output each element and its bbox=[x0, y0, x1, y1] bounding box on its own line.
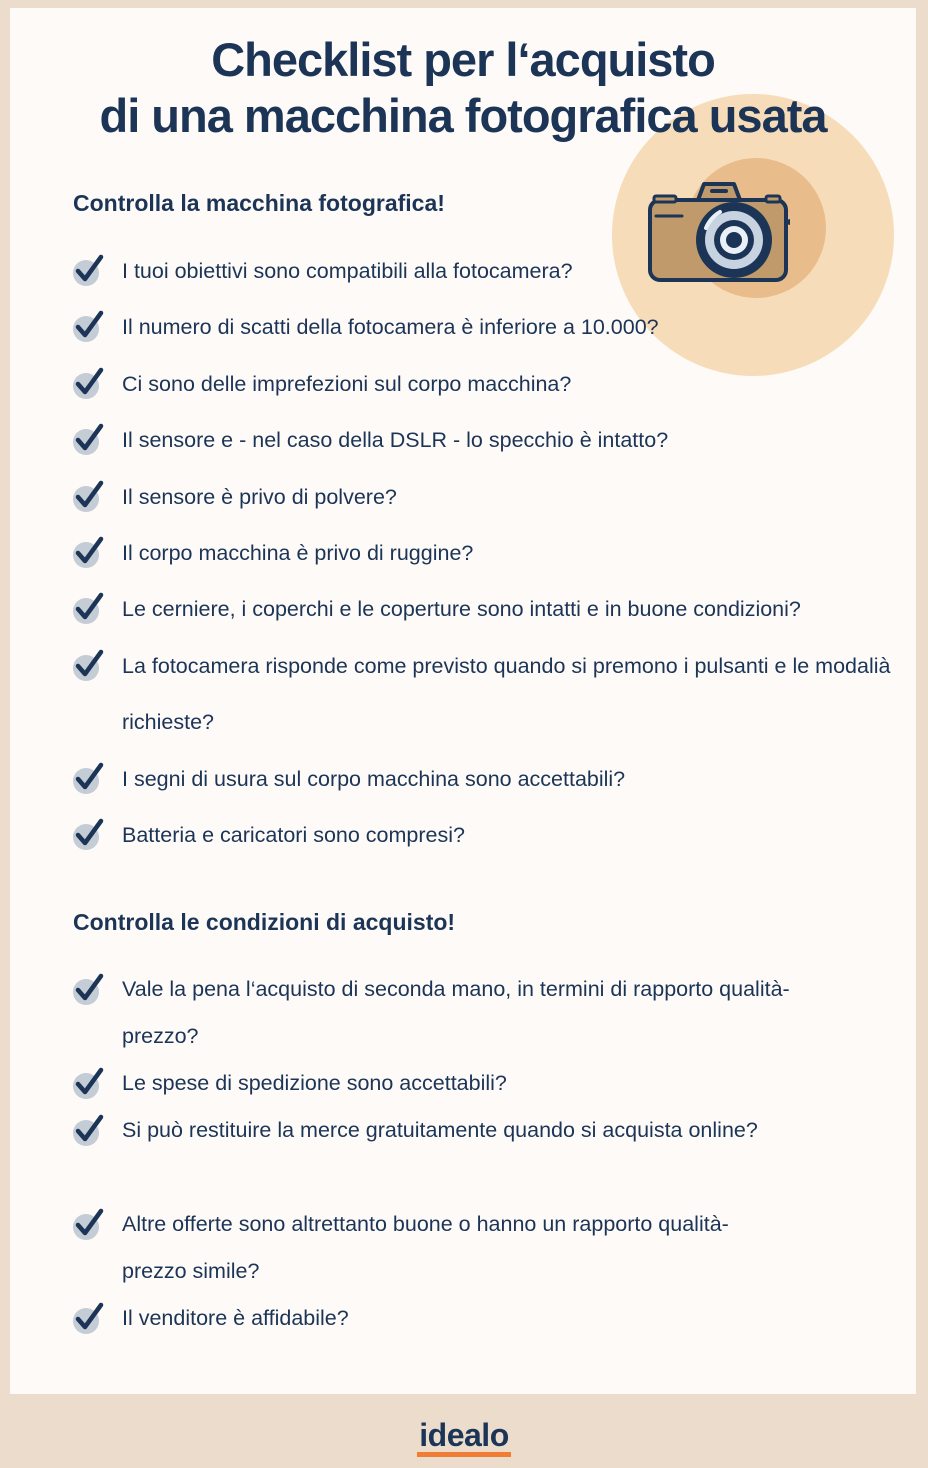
checkmark-icon bbox=[72, 253, 104, 287]
list-item bbox=[72, 638, 892, 750]
list-item bbox=[72, 243, 892, 299]
idealo-logo[interactable]: idealo bbox=[417, 1418, 510, 1457]
checkmark-icon bbox=[72, 1207, 104, 1241]
checkmark-icon bbox=[72, 366, 104, 400]
section-heading-purchase: Controlla le condizioni di acquisto! bbox=[73, 909, 456, 935]
list-item-text: Vale la pena l‘acquisto di seconda mano, in termini di rapporto qualità-prezzo? bbox=[122, 977, 790, 1048]
list-item-text: I tuoi obiettivi sono compatibili alla fotocamera? bbox=[122, 259, 573, 283]
checklist-card bbox=[10, 8, 916, 1394]
list-item bbox=[72, 412, 892, 468]
title-line-2: di una macchina fotografica usata bbox=[99, 89, 827, 142]
list-item bbox=[72, 751, 892, 807]
checkmark-icon bbox=[72, 1066, 104, 1100]
list-item bbox=[72, 581, 892, 637]
footer bbox=[0, 1418, 928, 1457]
list-item-text: Le cerniere, i coperchi e le coperture sono intatti e in buone condizioni? bbox=[122, 597, 801, 621]
checkmark-icon bbox=[72, 535, 104, 569]
list-item-text: Si può restituire la merce gratuitamente quando si acquista online? bbox=[122, 1118, 758, 1142]
title-line-1: Checklist per l‘acquisto bbox=[211, 33, 715, 86]
list-item bbox=[72, 1201, 762, 1295]
list-item-text: Il numero di scatti della fotocamera è inferiore a 10.000? bbox=[122, 315, 659, 339]
page-title bbox=[10, 32, 916, 144]
checkmark-icon bbox=[72, 761, 104, 795]
list-item-text: Il corpo macchina è privo di ruggine? bbox=[122, 541, 474, 565]
list-item bbox=[72, 469, 892, 525]
list-item-text: I segni di usura sul corpo macchina sono accettabili? bbox=[122, 767, 626, 791]
checkmark-icon bbox=[72, 817, 104, 851]
checkmark-icon bbox=[72, 591, 104, 625]
list-item bbox=[72, 966, 792, 1060]
list-item-text: Batteria e caricatori sono compresi? bbox=[122, 823, 465, 847]
list-item bbox=[72, 525, 892, 581]
list-item bbox=[72, 299, 892, 355]
list-item bbox=[72, 1295, 792, 1342]
list-item bbox=[72, 1107, 762, 1154]
list-item-text: Ci sono delle imprefezioni sul corpo macchina? bbox=[122, 372, 572, 396]
list-item bbox=[72, 356, 892, 412]
list-item-text: Il sensore e - nel caso della DSLR - lo specchio è intatto? bbox=[122, 428, 669, 452]
list-item-text: Il venditore è affidabile? bbox=[122, 1306, 349, 1330]
list-item-text: Le spese di spedizione sono accettabili? bbox=[122, 1071, 507, 1095]
section-heading-camera: Controlla la macchina fotografica! bbox=[73, 190, 445, 216]
list-item-text: Il sensore è privo di polvere? bbox=[122, 485, 397, 509]
list-item bbox=[72, 807, 892, 863]
list-item-text: La fotocamera risponde come previsto quando si premono i pulsanti e le modalià richieste? bbox=[122, 654, 891, 734]
checkmark-icon bbox=[72, 422, 104, 456]
checkmark-icon bbox=[72, 309, 104, 343]
checkmark-icon bbox=[72, 972, 104, 1006]
list-item-text: Altre offerte sono altrettanto buone o hanno un rapporto qualità-prezzo simile? bbox=[122, 1212, 729, 1283]
checkmark-icon bbox=[72, 648, 104, 682]
checkmark-icon bbox=[72, 1301, 104, 1335]
checkmark-icon bbox=[72, 479, 104, 513]
checkmark-icon bbox=[72, 1113, 104, 1147]
list-item bbox=[72, 1060, 792, 1107]
